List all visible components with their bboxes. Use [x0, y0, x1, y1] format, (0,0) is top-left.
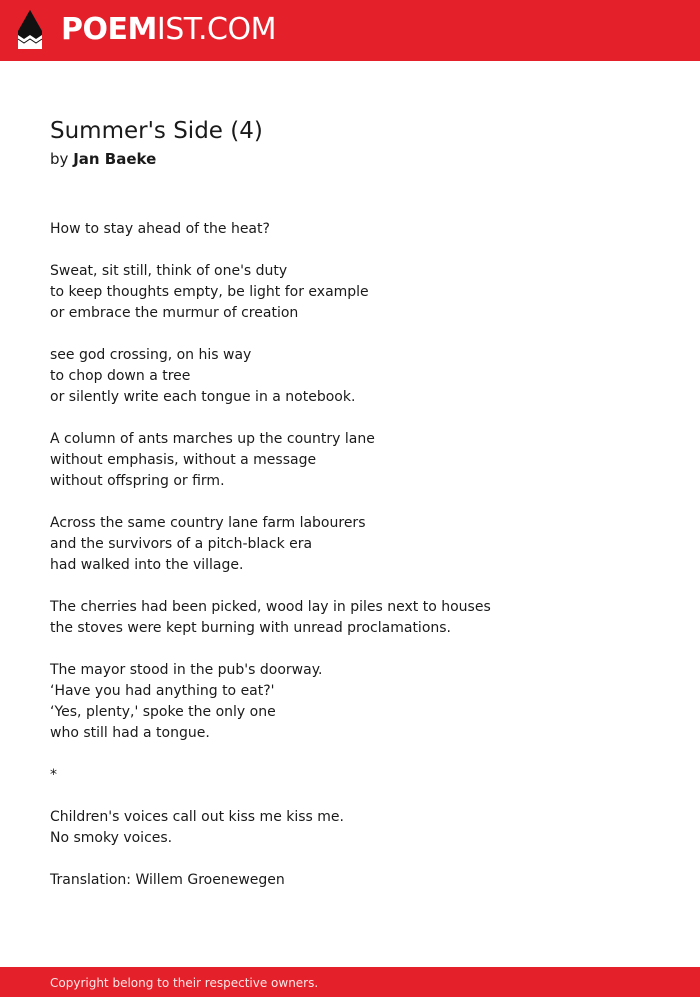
- byline-prefix: by: [50, 150, 69, 168]
- poem-line: Translation: Willem Groenewegen: [50, 872, 285, 888]
- poem-line: A column of ants marches up the country lane: [50, 431, 375, 447]
- poem-line: The cherries had been picked, wood lay in piles next to houses: [50, 599, 491, 615]
- poem-title: Summer's Side (4): [50, 118, 263, 144]
- poem-body: [50, 219, 650, 891]
- stanza-break: [50, 408, 650, 429]
- poem-line: Sweat, sit still, think of one's duty: [50, 263, 288, 279]
- pencil-icon: [16, 9, 44, 51]
- poem-line: The mayor stood in the pub's doorway.: [50, 662, 323, 678]
- logo-light-part: IST.COM: [156, 12, 276, 47]
- poem-line: *: [50, 767, 57, 783]
- poem-line: No smoky voices.: [50, 830, 173, 846]
- poem-line: Children's voices call out kiss me kiss me.: [50, 809, 344, 825]
- poem-line: without emphasis, without a message: [50, 452, 317, 468]
- poem-line: without offspring or firm.: [50, 473, 225, 489]
- poem-line: How to stay ahead of the heat?: [50, 221, 270, 237]
- stanza-break: [50, 492, 650, 513]
- stanza-break: [50, 639, 650, 660]
- site-header: [0, 0, 700, 61]
- site-logo[interactable]: [61, 12, 276, 48]
- poem-line: who still had a tongue.: [50, 725, 210, 741]
- stanza-break: [50, 240, 650, 261]
- stanza-break: [50, 324, 650, 345]
- poem-line: or embrace the murmur of creation: [50, 305, 299, 321]
- poem-line: the stoves were kept burning with unread proclamations.: [50, 620, 452, 636]
- site-footer: [0, 967, 700, 997]
- poem-byline: [50, 148, 156, 170]
- poem-line: to chop down a tree: [50, 368, 191, 384]
- stanza-break: [50, 849, 650, 870]
- stanza-break: [50, 744, 650, 765]
- poem-line: ‘Have you had anything to eat?': [50, 683, 275, 699]
- poem-line: had walked into the village.: [50, 557, 244, 573]
- poem-line: to keep thoughts empty, be light for example: [50, 284, 369, 300]
- stanza-break: [50, 576, 650, 597]
- poem-line: or silently write each tongue in a notebook.: [50, 389, 356, 405]
- poem-author: Jan Baeke: [73, 150, 157, 168]
- poem-line: ‘Yes, plenty,' spoke the only one: [50, 704, 276, 720]
- poem-line: and the survivors of a pitch-black era: [50, 536, 313, 552]
- stanza-break: [50, 786, 650, 807]
- logo-bold-part: POEM: [61, 12, 157, 47]
- poem-line: see god crossing, on his way: [50, 347, 252, 363]
- copyright-text: Copyright belong to their respective owners.: [50, 976, 319, 990]
- poem-line: Across the same country lane farm labourers: [50, 515, 366, 531]
